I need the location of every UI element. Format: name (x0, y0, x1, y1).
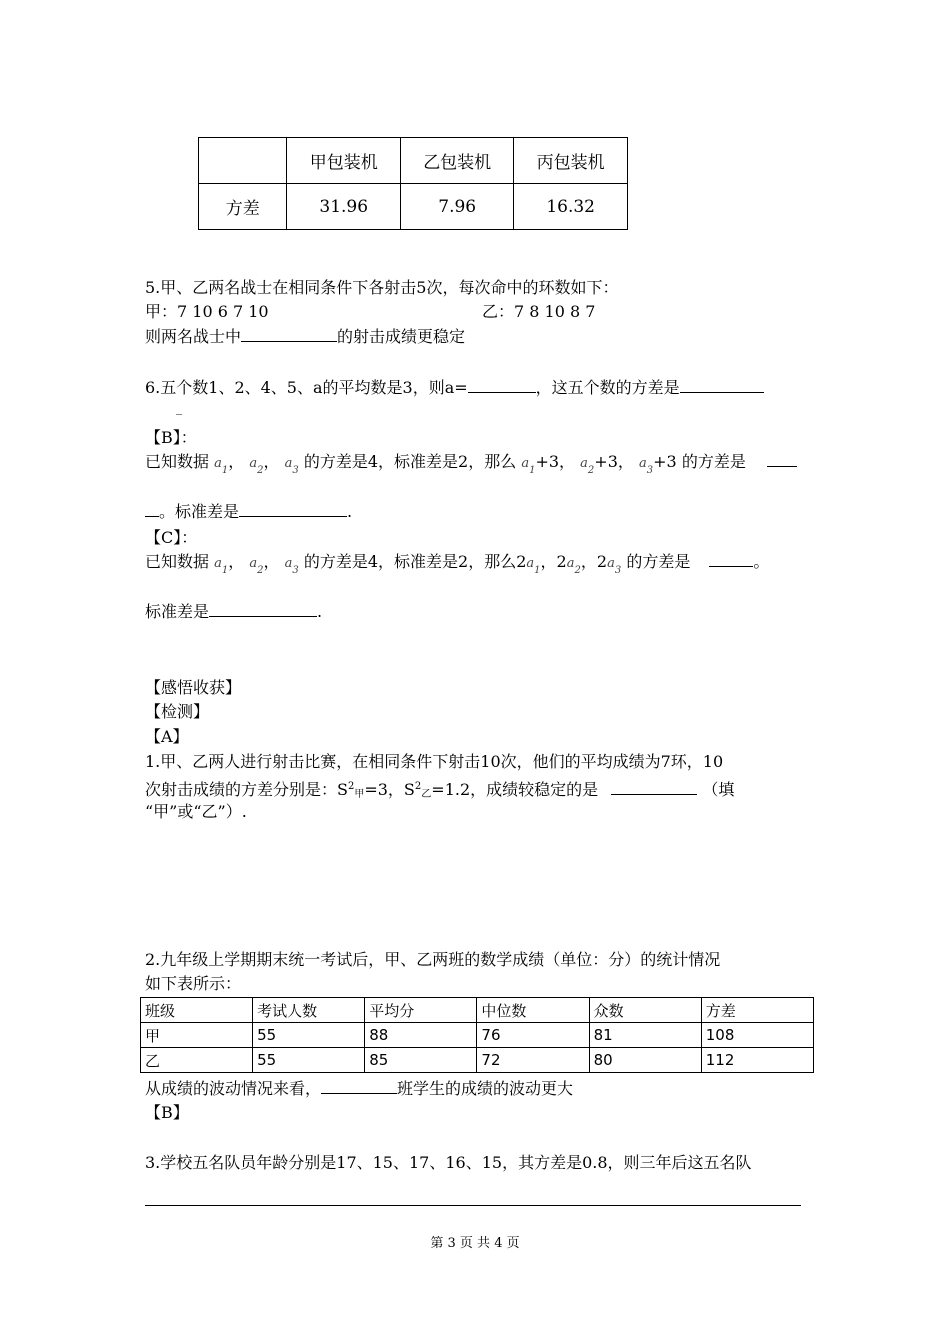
section-c-label: 【C】： (145, 528, 198, 547)
table-cell: 方差 (701, 998, 813, 1023)
table-cell: 108 (701, 1023, 813, 1048)
table-cell: 55 (253, 1023, 365, 1048)
table-cell: 乙 (141, 1048, 253, 1073)
table-cell: 72 (477, 1048, 589, 1073)
table-cell: 甲包装机 (287, 138, 401, 184)
q5-yi-scores: 乙：7 8 10 8 7 (482, 302, 596, 321)
table-cell: 76 (477, 1023, 589, 1048)
c-text: 的方差是4，标准差是2，那么2 (303, 552, 527, 571)
var-a2: $a_2$ (249, 556, 264, 576)
q6-line (145, 378, 764, 398)
variance-table (198, 137, 628, 230)
c-text: . (317, 602, 323, 621)
section-b-line1: 已知数据 $a_1$， $a_2$， $a_3$ 的方差是4，标准差是2，那么 $a_1+3$， $a_2+3$， $a_3+3$ 的方差是 (145, 452, 797, 481)
table-row (141, 1048, 814, 1073)
table-cell: 7.96 (401, 184, 514, 230)
class-score-table (140, 997, 814, 1073)
section-b-line2 (145, 502, 352, 522)
answer-blank[interactable] (767, 452, 797, 467)
qa1-line2: 次射击成绩的方差分别是：$S^2$甲=3，$S^2$乙=1.2，成绩较稳定的是 （填 (145, 780, 735, 800)
table-cell (199, 138, 287, 184)
answer-blank[interactable] (209, 602, 317, 617)
q5-text: 则两名战士中 (145, 327, 242, 346)
c-text: 标准差是 (145, 602, 210, 621)
q5-text: 的射击成绩更稳定 (337, 327, 466, 346)
b-text: 已知数据 (145, 452, 210, 471)
heading-jiance: 【检测】 (145, 702, 210, 721)
footer-divider (145, 1205, 801, 1206)
q6-text: 6.五个数1、2、4、5、a的平均数是3，则a= (145, 378, 468, 397)
var-a3: $a_3$ (284, 556, 299, 576)
var-a3: $a_3$ (607, 556, 622, 576)
b-text: 的方差是4，标准差是2，那么 (303, 452, 517, 471)
table-cell: 31.96 (287, 184, 401, 230)
var-a1: $a_1$ (214, 556, 229, 576)
table-cell: 乙包装机 (401, 138, 514, 184)
section-b-label: 【B】： (145, 428, 197, 447)
b-text: . (347, 502, 353, 521)
qa1-line3: “甲”或“乙”）. (145, 802, 247, 821)
c-text: 的方差是 (626, 552, 691, 571)
answer-blank[interactable] (321, 1079, 397, 1094)
answer-blank[interactable] (611, 780, 697, 795)
c-text: 已知数据 (145, 552, 210, 571)
var-a1: $a_1$ (521, 456, 536, 476)
b-text: 。标准差是 (159, 502, 240, 521)
section-c-line2 (145, 602, 322, 622)
table-cell: 88 (365, 1023, 477, 1048)
answer-blank[interactable] (241, 327, 337, 342)
qa1-line1: 1.甲、乙两人进行射击比赛，在相同条件下射击10次，他们的平均成绩为7环，10 (145, 752, 724, 771)
qa2-line1: 2.九年级上学期期末统一考试后，甲、乙两班的数学成绩（单位：分）的统计情况 (145, 950, 721, 969)
table-cell: 方差 (199, 184, 287, 230)
table-cell: 甲 (141, 1023, 253, 1048)
table-row (141, 998, 814, 1023)
answer-blank[interactable] (239, 502, 347, 517)
var-a3: $a_3$ (284, 456, 299, 476)
table-cell: 81 (589, 1023, 701, 1048)
answer-blank[interactable] (680, 378, 764, 393)
page-number: 第 3 页 共 4 页 (430, 1236, 520, 1251)
answer-blank[interactable] (709, 552, 753, 567)
q5-line3 (145, 327, 465, 347)
qa2-after: 从成绩的波动情况来看， 班学生的成绩的波动更大 (145, 1079, 574, 1098)
b-text: 的方差是 (681, 452, 746, 471)
q6-underscore: _ (176, 401, 182, 415)
heading-b2: 【B】 (145, 1103, 189, 1122)
heading-a: 【A】 (145, 727, 189, 746)
var-a3: $a_3$ (639, 456, 654, 476)
var-a2: $a_2$ (249, 456, 264, 476)
table-cell: 考试人数 (253, 998, 365, 1023)
q5-line1: 5.甲、乙两名战士在相同条件下各射击5次，每次命中的环数如下： (145, 278, 619, 297)
table-cell: 班级 (141, 998, 253, 1023)
table-cell: 112 (701, 1048, 813, 1073)
table-cell: 55 (253, 1048, 365, 1073)
section-c-line1: 已知数据 $a_1$， $a_2$， $a_3$ 的方差是4，标准差是2，那么$2a_1$，$2a_2$，$2a_3$ 的方差是 。 (145, 552, 770, 576)
q6-text: ，这五个数的方差是 (535, 378, 680, 397)
table-row (199, 184, 628, 230)
qb3-line1: 3.学校五名队员年龄分别是17、15、17、16、15，其方差是0.8，则三年后这五名队 (145, 1153, 752, 1172)
table-cell: 中位数 (477, 998, 589, 1023)
q5-jia-scores: 甲：7 10 6 7 10 (145, 302, 269, 321)
table-row (199, 138, 628, 184)
table-cell: 85 (365, 1048, 477, 1073)
table-cell: 众数 (589, 998, 701, 1023)
table-cell: 80 (589, 1048, 701, 1073)
table-row (141, 1023, 814, 1048)
table-cell: 丙包装机 (514, 138, 628, 184)
table-cell: 平均分 (365, 998, 477, 1023)
heading-ganwu: 【感悟收获】 (145, 678, 242, 697)
var-a1: $a_1$ (214, 456, 229, 476)
var-a2: $a_2$ (580, 456, 595, 476)
table-cell: 16.32 (514, 184, 628, 230)
answer-blank[interactable] (145, 502, 159, 517)
answer-blank[interactable] (468, 378, 536, 393)
c-text: 。 (753, 552, 770, 571)
qa2-line2: 如下表所示： (145, 974, 242, 993)
var-a1: $a_1$ (526, 556, 541, 576)
var-a2: $a_2$ (566, 556, 581, 576)
